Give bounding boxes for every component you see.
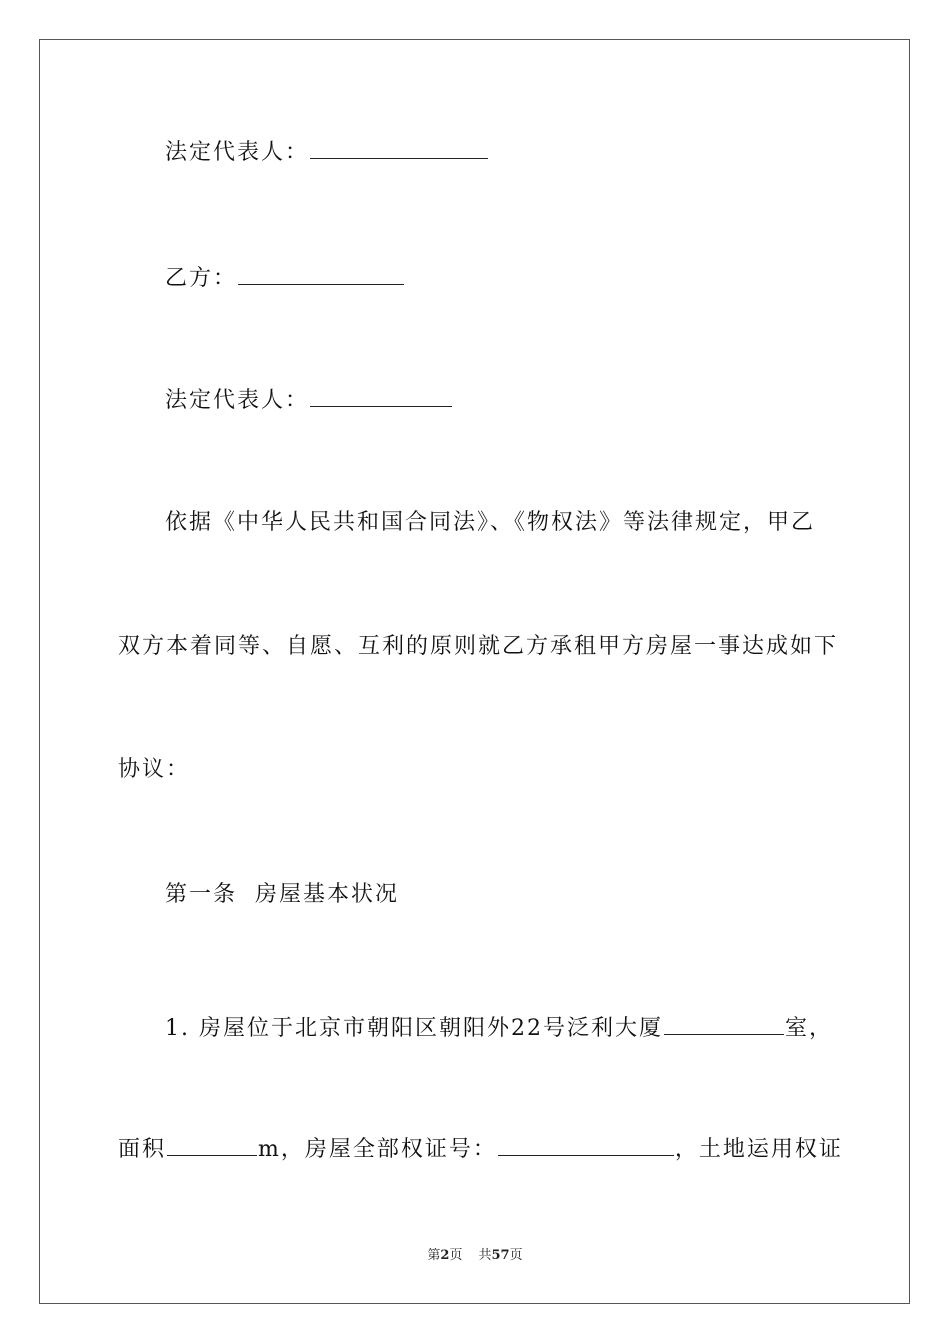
paragraph-text-3: 协议： (118, 757, 191, 782)
paragraph-text-1: 依据《中华人民共和国合同法》、《物权法》等法律规定，甲乙 (165, 510, 816, 535)
legal-rep-line-2 (165, 384, 453, 416)
address-prefix: 1. 房屋位于北京市朝阳区朝阳外22号泛利大厦 (165, 1016, 663, 1041)
legal-rep-line-1 (165, 136, 489, 168)
room-number-blank[interactable] (664, 1012, 784, 1035)
ownership-label: m，房屋全部权证号： (258, 1137, 497, 1162)
page-prefix: 第 (427, 1248, 441, 1263)
paragraph-text-2: 双方本着同等、自愿、互利的原则就乙方承租甲方房屋一事达成如下 (118, 634, 839, 659)
paragraph-line-1 (165, 508, 815, 538)
total-suffix: 页 (509, 1248, 523, 1263)
total-pages: 57 (491, 1248, 510, 1263)
address-suffix: 室， (784, 1016, 833, 1041)
party-b-line (165, 262, 405, 294)
land-use-label: ，土地运用权证 (674, 1137, 843, 1162)
legal-rep-blank-1[interactable] (310, 136, 488, 159)
legal-rep-label-2: 法定代表人： (165, 388, 310, 413)
party-b-blank[interactable] (238, 262, 404, 285)
legal-rep-label-1: 法定代表人： (165, 140, 310, 165)
total-prefix: 共 (478, 1248, 492, 1263)
page-border (39, 39, 910, 1304)
ownership-cert-blank[interactable] (498, 1133, 674, 1156)
page-footer (0, 1247, 950, 1265)
page-number: 2 (440, 1248, 450, 1263)
page-suffix: 页 (449, 1248, 463, 1263)
article-heading: 第一条 房屋基本状况 (165, 882, 399, 907)
paragraph-line-3 (118, 755, 190, 785)
paragraph-line-2 (118, 632, 838, 662)
address-line (165, 1012, 833, 1044)
area-line (118, 1133, 843, 1165)
article-heading-line (165, 880, 399, 910)
party-b-label: 乙方： (165, 266, 238, 291)
legal-rep-blank-2[interactable] (310, 384, 452, 407)
area-label: 面积 (118, 1137, 167, 1162)
area-blank[interactable] (167, 1133, 257, 1156)
